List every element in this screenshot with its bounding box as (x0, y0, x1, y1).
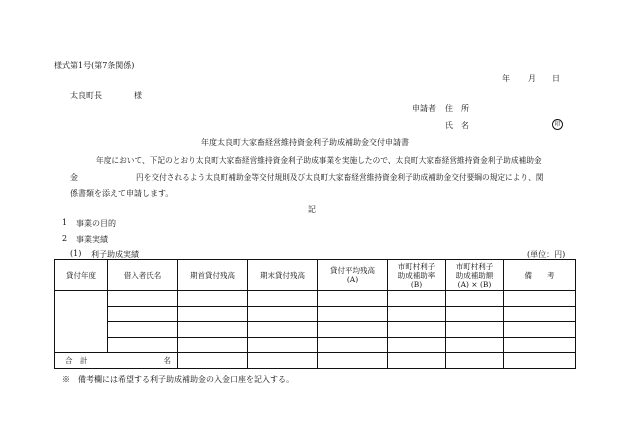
subsidy-amount-cell[interactable] (446, 322, 504, 338)
total-closing-balance-cell[interactable] (248, 353, 318, 369)
date-month-label: 月 (528, 74, 536, 83)
closing-balance-cell[interactable] (248, 291, 318, 307)
subsidy-rate-cell[interactable] (388, 322, 446, 338)
subitem-label: 利子助成実績 (91, 250, 139, 259)
addressee-town: 太良町長 (70, 91, 102, 100)
table-row (55, 306, 576, 322)
table-row (55, 337, 576, 353)
remarks-cell[interactable] (504, 291, 576, 307)
borrower-name-cell[interactable] (108, 291, 178, 307)
opening-balance-cell[interactable] (178, 337, 248, 353)
loan-year-cell[interactable] (55, 291, 108, 353)
average-balance-cell[interactable] (318, 337, 388, 353)
item-2-label: 事業実績 (76, 235, 108, 244)
header-remarks: 備 考 (504, 260, 576, 291)
seal-mark: 印 (552, 119, 563, 130)
body-line-2: 円を交付されるよう太良町補助金等交付規則及び太良町大家畜経営維持資金利子助成補助金交付要綱の規定により、関 (136, 173, 544, 182)
table-row (55, 291, 576, 307)
unit-label: (単位：円) (527, 250, 566, 259)
total-label: 合 計 (65, 355, 88, 365)
subsidy-rate-cell[interactable] (388, 291, 446, 307)
header-subsidy-amount: 市町村利子 助成補助額 (A) × (B) (446, 260, 504, 291)
total-name-suffix: 名 (163, 355, 171, 365)
interest-subsidy-table (54, 259, 576, 369)
body-line-2-prefix: 金 (70, 173, 78, 182)
header-closing-balance: 期末貸付残高 (248, 260, 318, 291)
opening-balance-cell[interactable] (178, 322, 248, 338)
applicant-label: 申請者 (412, 104, 436, 113)
opening-balance-cell[interactable] (178, 306, 248, 322)
header-loan-year: 貸付年度 (55, 260, 108, 291)
header-borrower-name: 借入者氏名 (108, 260, 178, 291)
borrower-name-cell[interactable] (108, 306, 178, 322)
remarks-note: ※ 備考欄には希望する利子助成補助金の入金口座を記入する。 (62, 375, 294, 384)
total-subsidy-rate-cell[interactable] (388, 353, 446, 369)
ki-heading: 記 (308, 205, 316, 214)
item-1-number: 1 (62, 218, 68, 227)
applicant-address-label: 住 所 (445, 104, 469, 113)
header-average-balance: 貸付平均残高 (A) (318, 260, 388, 291)
total-subsidy-amount-cell[interactable] (446, 353, 504, 369)
date-day-label: 日 (552, 74, 560, 83)
body-line-3: 係書類を添えて申請します。 (70, 189, 174, 198)
applicant-name-label: 氏 名 (445, 121, 469, 130)
addressee-honorific: 様 (134, 91, 142, 100)
subsidy-amount-cell[interactable] (446, 306, 504, 322)
total-label-cell (55, 353, 178, 369)
remarks-cell[interactable] (504, 337, 576, 353)
average-balance-cell[interactable] (318, 322, 388, 338)
total-opening-balance-cell[interactable] (178, 353, 248, 369)
subsidy-amount-cell[interactable] (446, 337, 504, 353)
borrower-name-cell[interactable] (108, 337, 178, 353)
average-balance-cell[interactable] (318, 291, 388, 307)
header-opening-balance: 期首貸付残高 (178, 260, 248, 291)
borrower-name-cell[interactable] (108, 322, 178, 338)
header-subsidy-rate: 市町村利子 助成補助率 (B) (388, 260, 446, 291)
form-number: 様式第1号(第7条関係) (54, 61, 135, 70)
item-2-number: 2 (62, 234, 68, 243)
table-row (55, 322, 576, 338)
subsidy-rate-cell[interactable] (388, 306, 446, 322)
date-year-label: 年 (502, 74, 510, 83)
average-balance-cell[interactable] (318, 306, 388, 322)
table-total-row (55, 353, 576, 369)
body-line-1: 年度において、下記のとおり太良町大家畜経営維持資金利子助成事業を実施したので、太良町大家畜経営維持資金利子助成補助金 (96, 156, 542, 165)
item-1-label: 事業の目的 (76, 219, 116, 228)
closing-balance-cell[interactable] (248, 306, 318, 322)
remarks-cell[interactable] (504, 322, 576, 338)
closing-balance-cell[interactable] (248, 322, 318, 338)
subsidy-rate-cell[interactable] (388, 337, 446, 353)
closing-balance-cell[interactable] (248, 337, 318, 353)
total-average-balance-cell[interactable] (318, 353, 388, 369)
table-header-row (55, 260, 576, 291)
document-title: 年度太良町大家畜経営維持資金利子助成補助金交付申請書 (201, 138, 409, 147)
subsidy-amount-cell[interactable] (446, 291, 504, 307)
total-remarks-cell[interactable] (504, 353, 576, 369)
opening-balance-cell[interactable] (178, 291, 248, 307)
remarks-cell[interactable] (504, 306, 576, 322)
subitem-number: (1) (70, 249, 82, 258)
